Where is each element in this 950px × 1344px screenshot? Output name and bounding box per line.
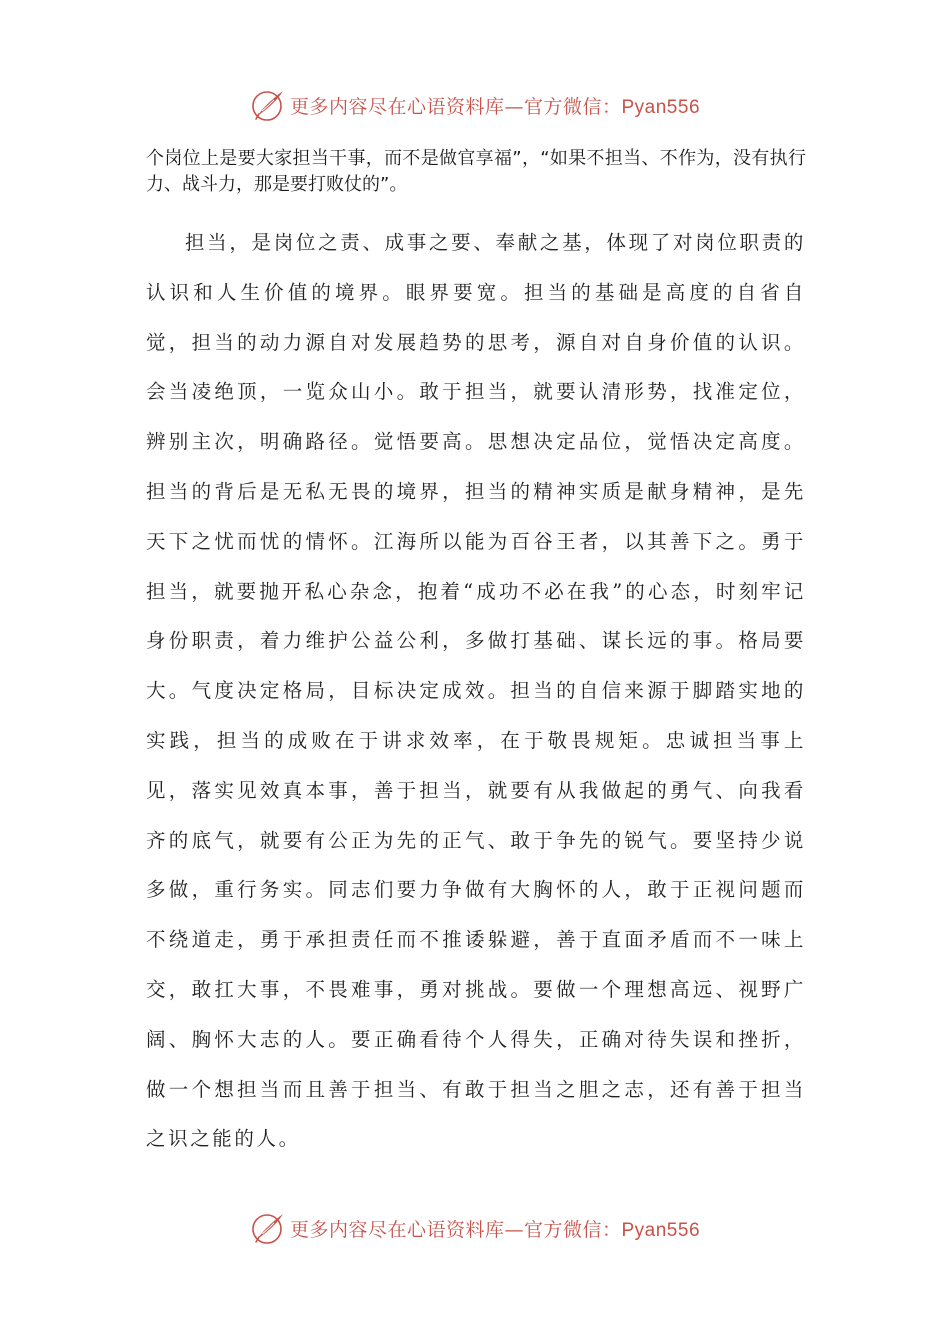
main-paragraph: 担当，是岗位之责、成事之要、奉献之基，体现了对岗位职责的认识和人生价值的境界。眼界要宽。担当的基础是高度的自省自觉，担当的动力源自对发展趋势的思考，源自对自身价值的认识。会当凌绝顶，一览众山小。敢于担当，就要认清形势，找准定位，辨别主次，明确路径。觉悟要高。思想决定品位，觉悟决定高度。担当的背后是无私无畏的境界，担当的精神实质是献身精神，是先天下之忧而忧的情怀。江海所以能为百谷王者，以其善下之。勇于担当，就要抛开私心杂念，抱着“成功不必在我”的心态，时刻牢记身份职责，着力维护公益公利，多做打基础、谋长远的事。格局要大。气度决定格局，目标决定成效。担当的自信来源于脚踏实地的实践，担当的成败在于讲求效率，在于敬畏规矩。忠诚担当事上见，落实见效真本事，善于担当，就要有从我做起的勇气、向我看齐的底气，就要有公正为先的正气、敢于争先的锐气。要坚持少说多做，重行务实。同志们要力争做有大胸怀的人，敢于正视问题而不绕道走，勇于承担责任而不推诿躲避，善于直面矛盾而不一味上交，敢扛大事，不畏难事，勇对挑战。要做一个理想高远、视野广阔、胸怀大志的人。要正确看待个人得失，正确对待失误和挫折，做一个想担当而且善于担当、有敢于担当之胆之志，还有善于担当之识之能的人。	[146, 231, 806, 1151]
main-paragraph-block	[146, 218, 806, 1164]
header-banner	[0, 85, 950, 125]
banner-text: 更多内容尽在心语资料库—官方微信：Pyan556	[289, 95, 701, 118]
quill-pen-logo-icon	[250, 1210, 286, 1246]
banner-text: 更多内容尽在心语资料库—官方微信：Pyan556	[289, 1218, 701, 1241]
footer-banner	[0, 1208, 950, 1248]
wechat-handle: Pyan556	[621, 96, 701, 118]
wechat-handle: Pyan556	[621, 1219, 701, 1241]
lead-paragraph: 个岗位上是要大家担当干事，而不是做官享福”，“如果不担当、不作为，没有执行力、战斗力，那是要打败仗的”。	[146, 148, 806, 195]
lead-paragraph-block	[146, 146, 806, 198]
quill-pen-logo-icon	[250, 87, 286, 123]
